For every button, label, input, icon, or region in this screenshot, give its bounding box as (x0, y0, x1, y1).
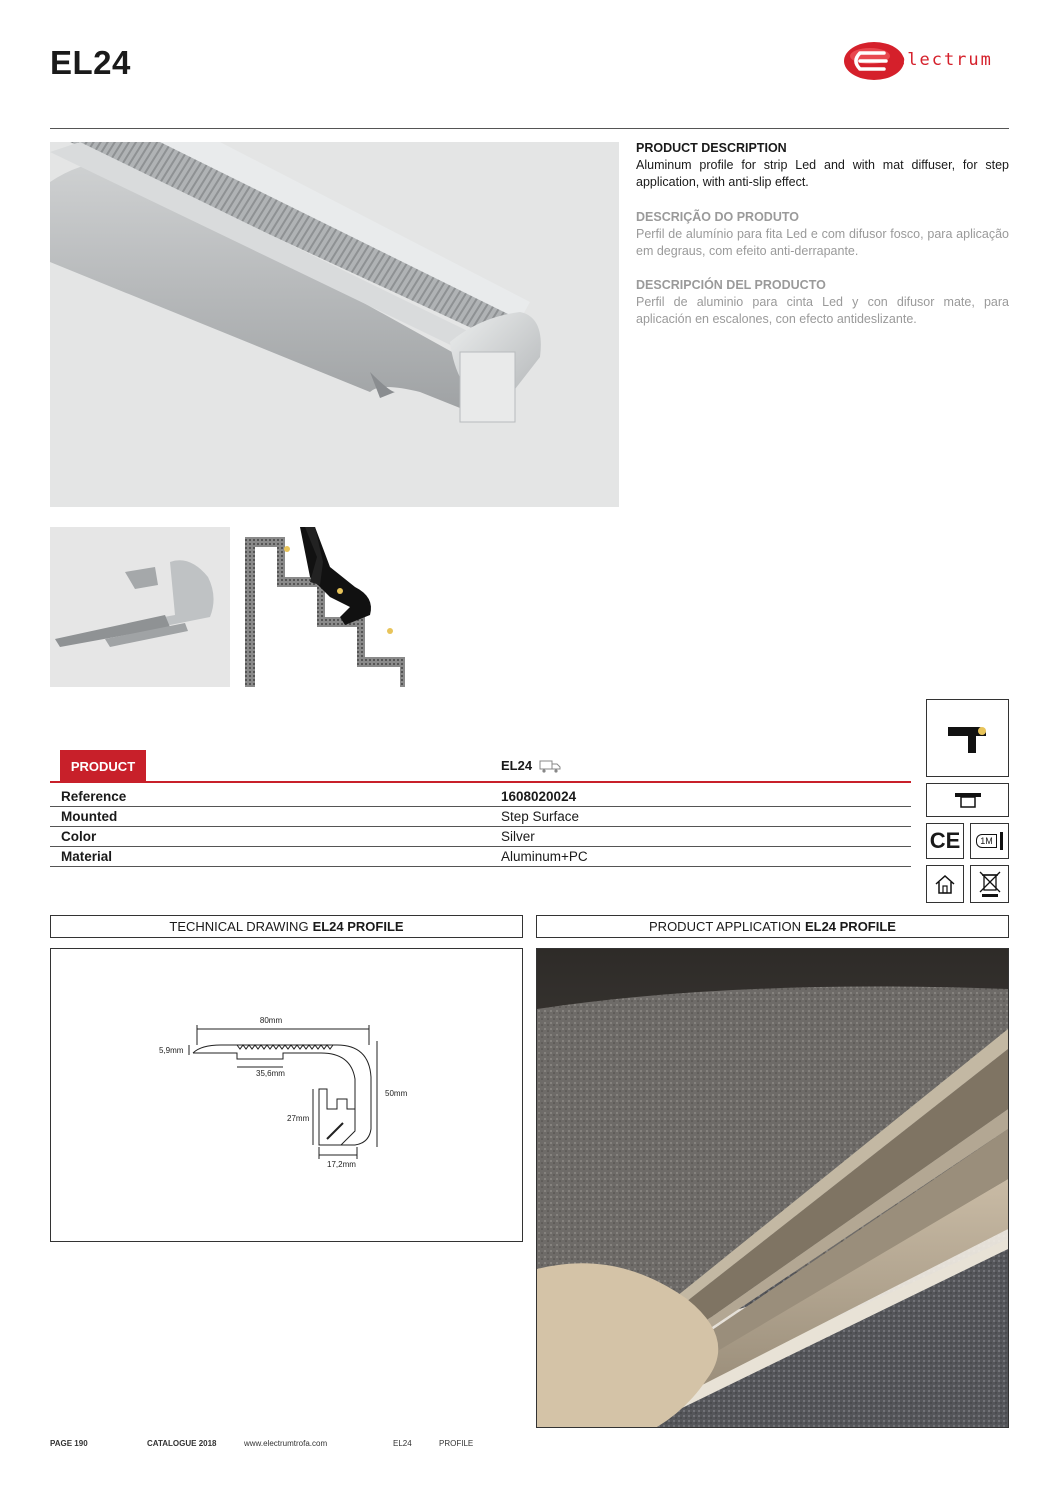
delivery-truck-icon (539, 760, 561, 773)
step-light-icon (926, 699, 1009, 777)
dim-channel-height: 27mm (287, 1114, 310, 1123)
product-application-heading (536, 915, 1009, 938)
application-heading-prefix: PRODUCT APPLICATION (649, 919, 801, 934)
application-heading-bold: EL24 PROFILE (804, 919, 896, 934)
description-es (636, 277, 1009, 328)
spec-row-mounted (50, 807, 911, 827)
ip-label: 1M (976, 834, 997, 848)
spec-row-color (50, 827, 911, 847)
product-name-label: EL24 (501, 758, 533, 773)
description-en-heading: PRODUCT DESCRIPTION (636, 141, 787, 155)
end-cap-thumbnail (50, 527, 230, 687)
technical-heading-prefix: TECHNICAL DRAWING (169, 919, 309, 934)
description-es-heading: DESCRIPCIÓN DEL PRODUCTO (636, 278, 826, 292)
weee-bin-icon (970, 865, 1009, 903)
technical-drawing-heading (50, 915, 523, 938)
description-pt-heading: DESCRIÇÃO DO PRODUTO (636, 210, 799, 224)
spec-row-material (50, 847, 911, 867)
indoor-home-icon (926, 865, 964, 903)
spec-label: Color (61, 829, 97, 844)
description-pt (636, 209, 1009, 260)
dim-channel-width: 17,2mm (327, 1160, 356, 1169)
page-title: EL24 (50, 44, 131, 81)
hero-product-image (50, 142, 619, 507)
product-tab: PRODUCT (60, 750, 146, 782)
brand-name: electrum (895, 50, 993, 70)
spec-row-reference (50, 787, 911, 807)
ip-1m-icon (970, 823, 1009, 859)
stairs-illustration (245, 527, 425, 687)
description-es-text: Perfil de aluminio para cinta Led y con difusor mate, para aplicación en escalones, con efecto antideslizante. (636, 295, 1009, 326)
footer-website: www.electrumtrofa.com (244, 1439, 328, 1448)
dim-slot: 35,6mm (256, 1069, 285, 1078)
technical-drawing (50, 948, 523, 1242)
ce-mark-icon: CE (926, 823, 964, 859)
description-en-text: Aluminum profile for strip Led and with mat diffuser, for step application, with anti-slip effect. (636, 158, 1009, 189)
spec-value: Silver (501, 829, 535, 844)
technical-heading-bold: EL24 PROFILE (312, 919, 404, 934)
footer-code: EL24 (393, 1439, 412, 1448)
description-pt-text: Perfil de alumínio para fita Led e com difusor fosco, para aplicação em degraus, com efeito anti-derrapante. (636, 227, 1009, 258)
spec-value: Step Surface (501, 809, 580, 824)
spec-label: Material (61, 849, 113, 864)
surface-mount-icon (926, 783, 1009, 817)
dim-width: 80mm (259, 1016, 283, 1025)
dim-height: 50mm (385, 1089, 408, 1098)
description-en (636, 140, 1009, 191)
spec-value: 1608020024 (501, 789, 577, 804)
spec-label: Reference (61, 789, 127, 804)
header-divider (50, 128, 1009, 129)
product-name (501, 758, 561, 773)
footer-page: PAGE 190 (50, 1439, 88, 1448)
product-application-photo (536, 948, 1009, 1428)
spec-value: Aluminum+PC (501, 849, 588, 864)
footer-category: PROFILE (439, 1439, 474, 1448)
spec-label: Mounted (61, 809, 118, 824)
product-table-divider (50, 781, 911, 783)
dim-lip: 5,9mm (159, 1046, 184, 1055)
footer-catalogue: CATALOGUE 2018 (147, 1439, 217, 1448)
